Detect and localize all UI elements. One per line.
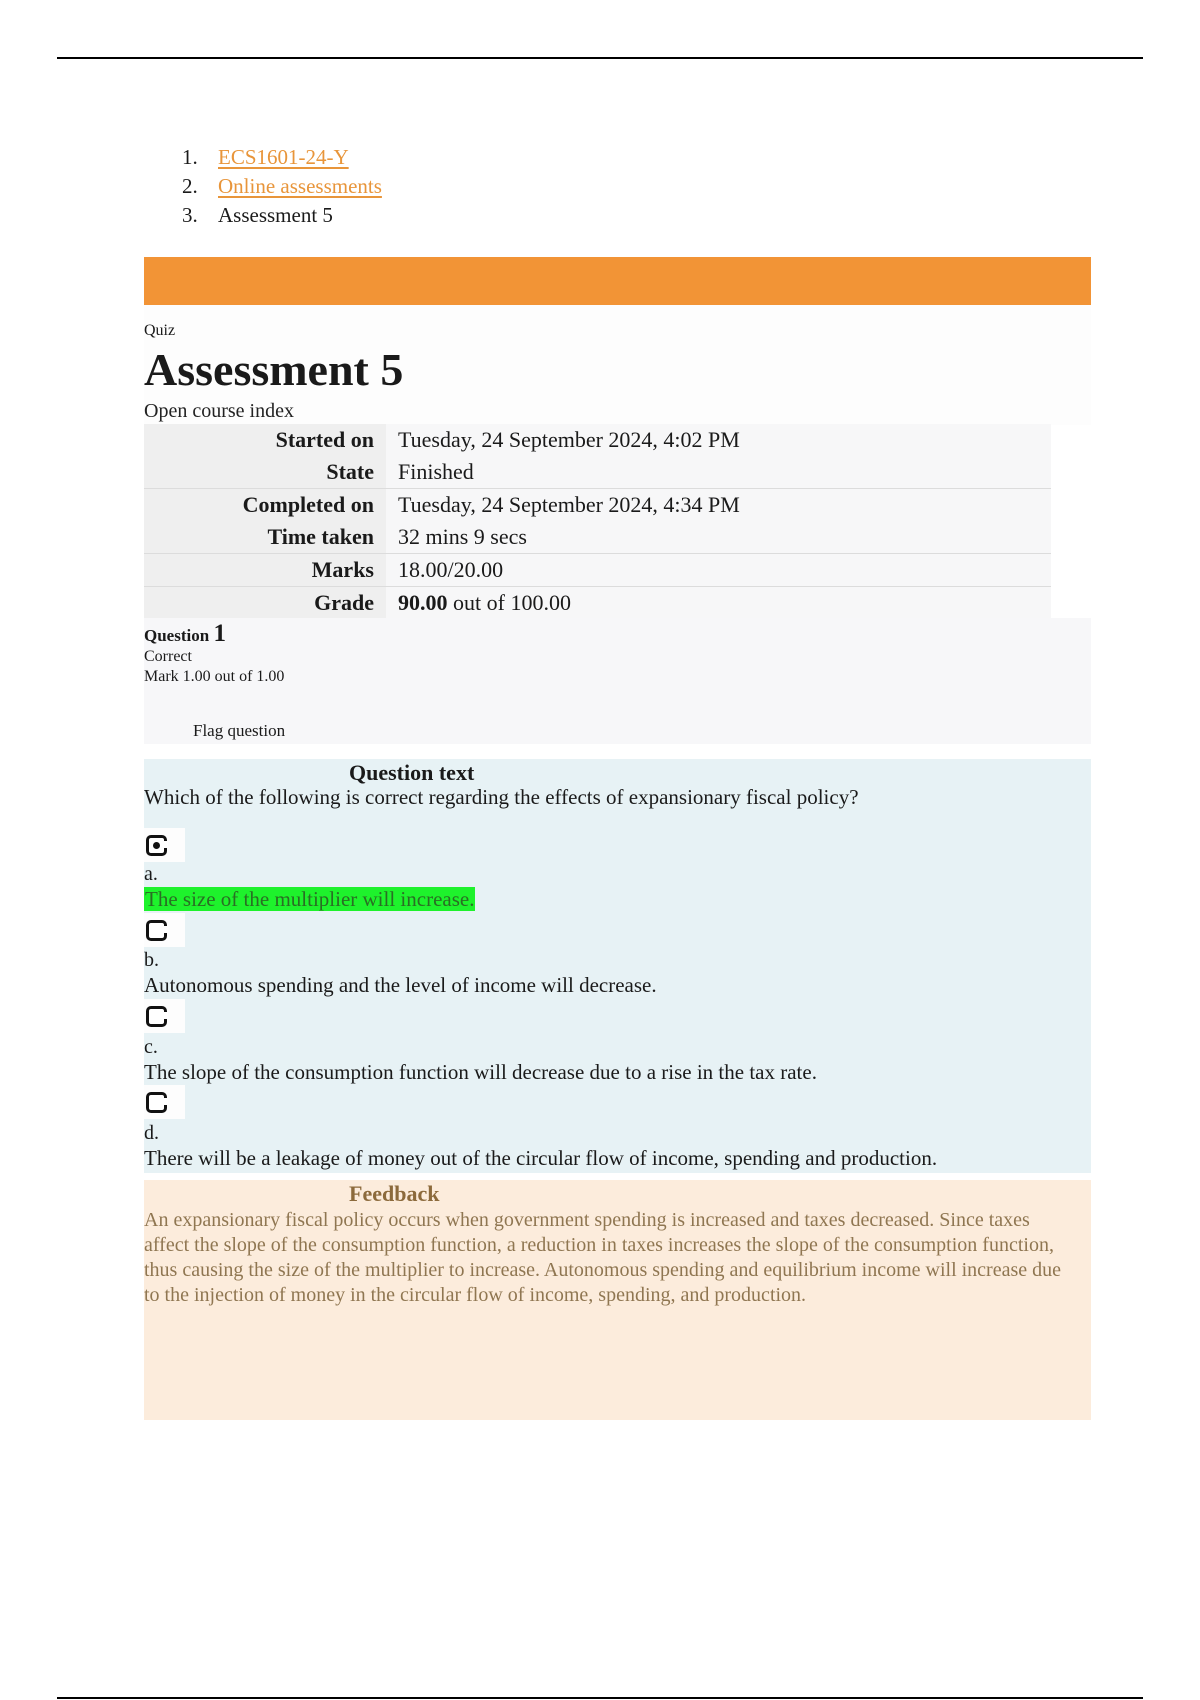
question-text-heading: Question text	[349, 760, 475, 785]
summary-label: Started on	[144, 424, 386, 456]
summary-row-completed-on	[144, 489, 1051, 522]
option-c-text: The slope of the consumption function will decrease due to a rise in the tax rate.	[144, 1060, 817, 1084]
breadcrumb-item: 1. ECS1601-24-Y	[182, 143, 382, 172]
feedback-panel	[144, 1180, 1091, 1420]
summary-label: State	[144, 456, 386, 489]
summary-label: Grade	[144, 587, 386, 620]
radio-unchecked-icon	[146, 920, 167, 941]
summary-row-grade	[144, 587, 1051, 620]
option-b-letter: b.	[144, 949, 159, 971]
summary-value: Tuesday, 24 September 2024, 4:02 PM	[386, 424, 1051, 456]
summary-row-state	[144, 456, 1051, 489]
summary-row-started-on	[144, 424, 1051, 456]
summary-value: 32 mins 9 secs	[386, 521, 1051, 554]
summary-row-time-taken	[144, 521, 1051, 554]
option-a-radio[interactable]	[144, 828, 185, 862]
summary-label: Time taken	[144, 521, 386, 554]
page-title: Assessment 5	[144, 344, 404, 395]
page-top-rule	[57, 57, 1143, 59]
question-info-panel	[144, 618, 1091, 744]
summary-label: Completed on	[144, 489, 386, 522]
summary-value: 18.00/20.00	[386, 554, 1051, 587]
attempt-summary-table	[144, 424, 1051, 619]
option-d-text: There will be a leakage of money out of the circular flow of income, spending and production.	[144, 1146, 938, 1170]
feedback-heading: Feedback	[349, 1181, 440, 1206]
question-heading: Question 1	[144, 620, 226, 647]
grade-score: 90.00	[398, 590, 448, 615]
option-a-letter: a.	[144, 863, 158, 885]
radio-unchecked-icon	[146, 1006, 167, 1027]
option-c-letter: c.	[144, 1036, 158, 1058]
summary-value: Finished	[386, 456, 1051, 489]
open-course-index-button[interactable]: Open course index	[144, 400, 294, 422]
grade-out-of: out of 100.00	[447, 590, 571, 615]
course-banner	[144, 257, 1091, 305]
question-mark: Mark 1.00 out of 1.00	[144, 668, 285, 685]
radio-unchecked-icon	[146, 1092, 167, 1113]
page-bottom-rule	[57, 1697, 1143, 1699]
flag-question-button[interactable]: Flag question	[193, 721, 286, 740]
radio-checked-icon	[146, 835, 167, 856]
breadcrumb-item: 3. Assessment 5	[182, 201, 382, 230]
question-text: Which of the following is correct regarding the effects of expansionary fiscal policy?	[144, 785, 859, 809]
option-c-radio[interactable]	[144, 999, 185, 1033]
activity-type-label: Quiz	[144, 322, 176, 339]
summary-value	[386, 587, 1051, 620]
option-d-radio[interactable]	[144, 1085, 185, 1119]
breadcrumb-item: 2. Online assessments	[182, 172, 382, 201]
breadcrumb-link-online-assessments[interactable]: Online assessments	[218, 174, 382, 198]
question-formulation	[144, 759, 1091, 1173]
option-d-letter: d.	[144, 1122, 159, 1144]
option-b-radio[interactable]	[144, 913, 185, 947]
feedback-text: An expansionary fiscal policy occurs when government spending is increased and taxes decreased. Since taxes affect the slope of the consumption function, a reduction in taxes increases the slope of the consumption function, thus causing the size of the multiplier to increase. Autonomous spending and equilibrium income will increase due to the injection of money in the circular flow of income, spending, and production.	[144, 1209, 1062, 1306]
option-a-text	[144, 887, 475, 912]
summary-row-marks	[144, 554, 1051, 587]
option-b-text: Autonomous spending and the level of income will decrease.	[144, 973, 657, 997]
breadcrumb	[182, 143, 382, 230]
question-state: Correct	[144, 648, 192, 665]
summary-label: Marks	[144, 554, 386, 587]
summary-value: Tuesday, 24 September 2024, 4:34 PM	[386, 489, 1051, 522]
breadcrumb-current: Assessment 5	[218, 203, 333, 227]
question-number: 1	[213, 620, 226, 647]
breadcrumb-link-course[interactable]: ECS1601-24-Y	[218, 145, 349, 169]
correct-answer-highlight: The size of the multiplier will increase.	[145, 887, 475, 911]
